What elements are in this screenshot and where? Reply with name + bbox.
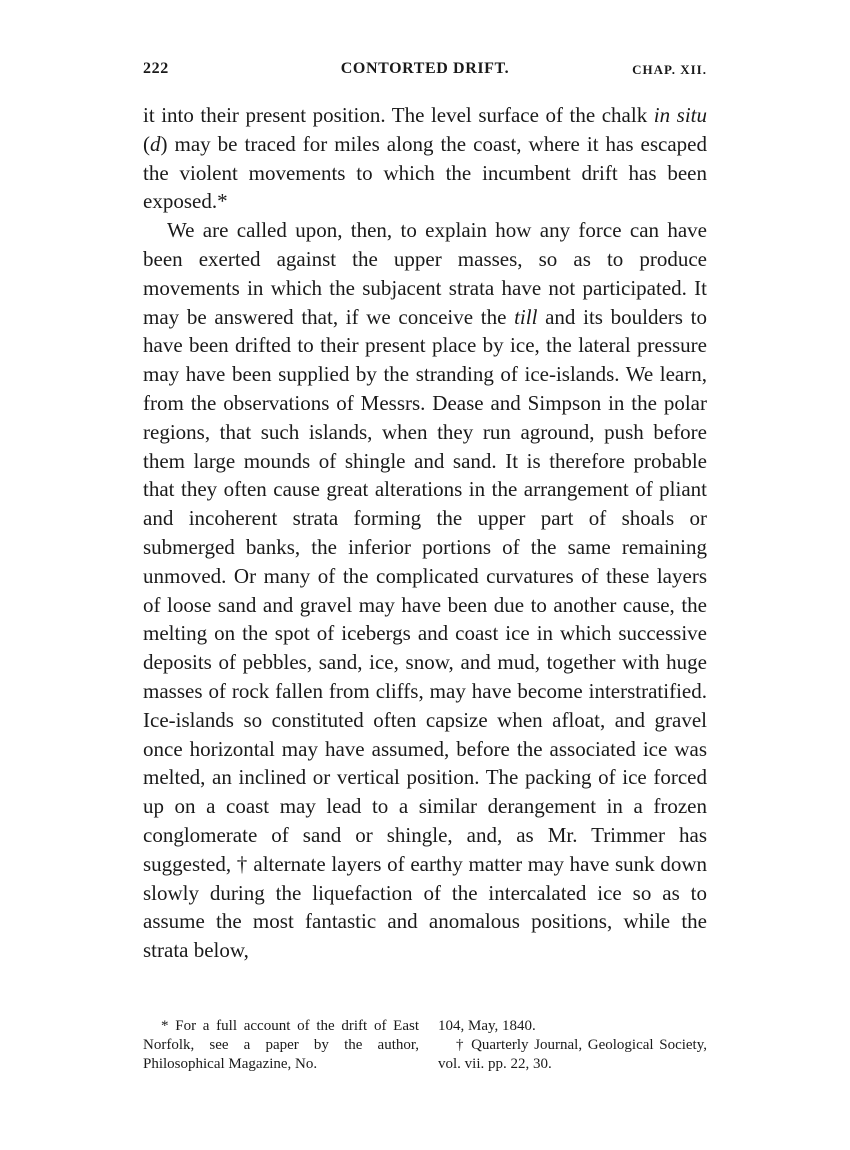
footnote-1-continued: 104, May, 1840. — [438, 1018, 536, 1034]
footnote-column-left — [143, 1017, 419, 1074]
paragraph — [143, 101, 707, 216]
italic-text: in situ — [653, 103, 707, 127]
chapter-label: CHAP. XII. — [632, 62, 707, 77]
text-run: ( — [143, 131, 150, 156]
paragraph — [143, 216, 707, 965]
main-text — [143, 101, 707, 965]
footnote-1: * For a full account of the drift of East Norfolk, see a paper by the author, Philosophical Magazine, No. — [143, 1018, 419, 1072]
text-run: We are called upon, then, to explain how any force can have been exerted against the upper masses, so as to produce movements in which the subjacent strata have not participated. It may be answered that, if we conceive the — [143, 218, 707, 329]
page-number: 222 — [143, 60, 169, 77]
running-title: CONTORTED DRIFT. — [340, 60, 510, 77]
italic-text: till — [514, 304, 538, 329]
italic-text: d — [150, 131, 161, 156]
footnote-2: † Quarterly Journal, Geological Society, vol. vii. pp. 22, 30. — [438, 1037, 707, 1072]
page-header — [143, 60, 707, 90]
text-run: it into their present position. The level surface of the chalk — [143, 103, 654, 127]
footnote-column-right — [438, 1017, 707, 1074]
text-run: ) may be traced for miles along the coast, where it has escaped the violent movements to which the incumbent drift has been exposed.* — [143, 131, 707, 214]
text-run: and its boulders to have been drifted to their present place by ice, the lateral pressure may have been supplied by the stranding of ice-islands. We learn, from the observations of Messrs. Dease and Simpson in the polar regions, that such islands, when they run aground, push before them large mounds of shingle and sand. It is therefore probable that they often cause great alterations in the arrangement of pliant and incoherent strata forming the upper part of shoals or submerged banks, the inferior portions of the same remaining unmoved. Or many of the complicated curvatures of these layers of loose sand and gravel may have been due to another cause, the melting on the spot of icebergs and coast ice in which successive deposits of pebbles, sand, ice, snow, and mud, together with huge masses of rock fallen from cliffs, may have become interstratified. Ice-islands so constituted often capsize when afloat, and gravel once horizontal may have assumed, before the associated ice was melted, an inclined or vertical position. The packing of ice forced up on a coast may lead to a similar derangement in a frozen conglomerate of sand or shingle, and, as Mr. Trimmer has suggested, † alternate layers of earthy matter may have sunk down slowly during the liquefaction of the intercalated ice so as to assume the most fantastic and anomalous positions, while the strata below, — [143, 304, 707, 963]
